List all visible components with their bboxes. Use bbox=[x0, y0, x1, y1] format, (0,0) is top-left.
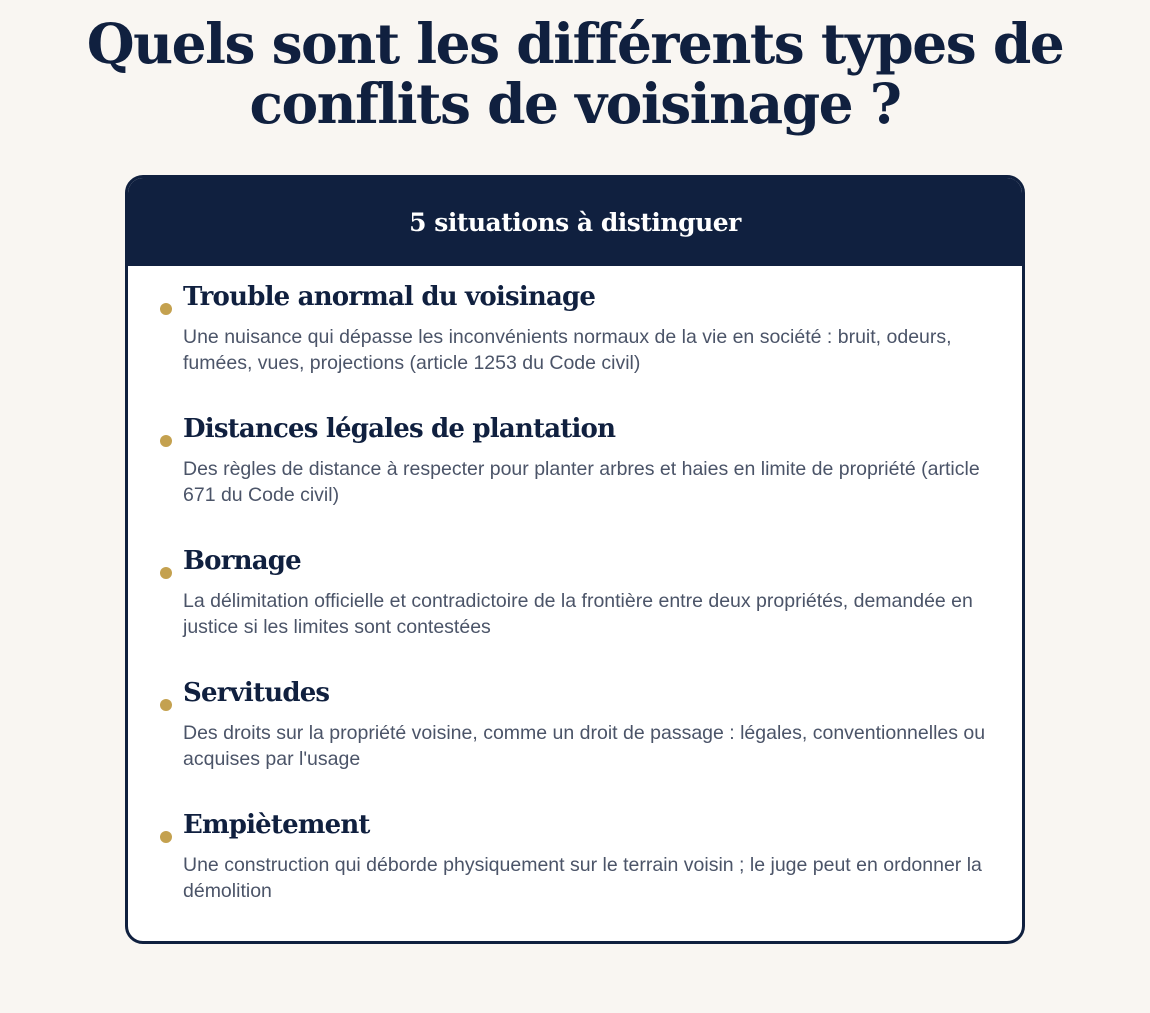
item-description: Une nuisance qui dépasse les inconvénients normaux de la vie en société : bruit, odeurs, fumées, vues, projections (article 1253 du Code civil) bbox=[183, 326, 952, 374]
list-item-servitudes bbox=[128, 676, 1022, 786]
page-title: Quels sont les différents types de conflits de voisinage ? bbox=[86, 11, 1064, 136]
dot-bullet-icon bbox=[160, 567, 172, 579]
list-item-distances-plantation bbox=[128, 412, 1022, 522]
card-header bbox=[128, 178, 1022, 266]
list-item-trouble-anormal bbox=[128, 280, 1022, 390]
dot-bullet-icon bbox=[160, 435, 172, 447]
dot-bullet-icon bbox=[160, 831, 172, 843]
item-description: Une construction qui déborde physiquement sur le terrain voisin ; le juge peut en ordonner la démolition bbox=[183, 854, 982, 902]
item-title: Trouble anormal du voisinage bbox=[183, 282, 596, 312]
dot-bullet-icon bbox=[160, 303, 172, 315]
item-description: Des règles de distance à respecter pour planter arbres et haies en limite de propriété (article 671 du Code civil) bbox=[183, 458, 980, 506]
card-header-title: 5 situations à distinguer bbox=[409, 207, 741, 237]
list-item-empietement bbox=[128, 808, 1022, 918]
item-description: La délimitation officielle et contradictoire de la frontière entre deux propriétés, demandée en justice si les limites sont contestées bbox=[183, 590, 973, 638]
dot-bullet-icon bbox=[160, 699, 172, 711]
conflict-types-card bbox=[125, 175, 1025, 944]
item-title: Servitudes bbox=[183, 678, 330, 708]
item-title: Empiètement bbox=[183, 810, 370, 840]
item-title: Distances légales de plantation bbox=[183, 414, 616, 444]
item-description: Des droits sur la propriété voisine, comme un droit de passage : légales, conventionnelles ou acquises par l'usage bbox=[183, 722, 986, 770]
item-title: Bornage bbox=[183, 546, 301, 576]
list-item-bornage bbox=[128, 544, 1022, 654]
